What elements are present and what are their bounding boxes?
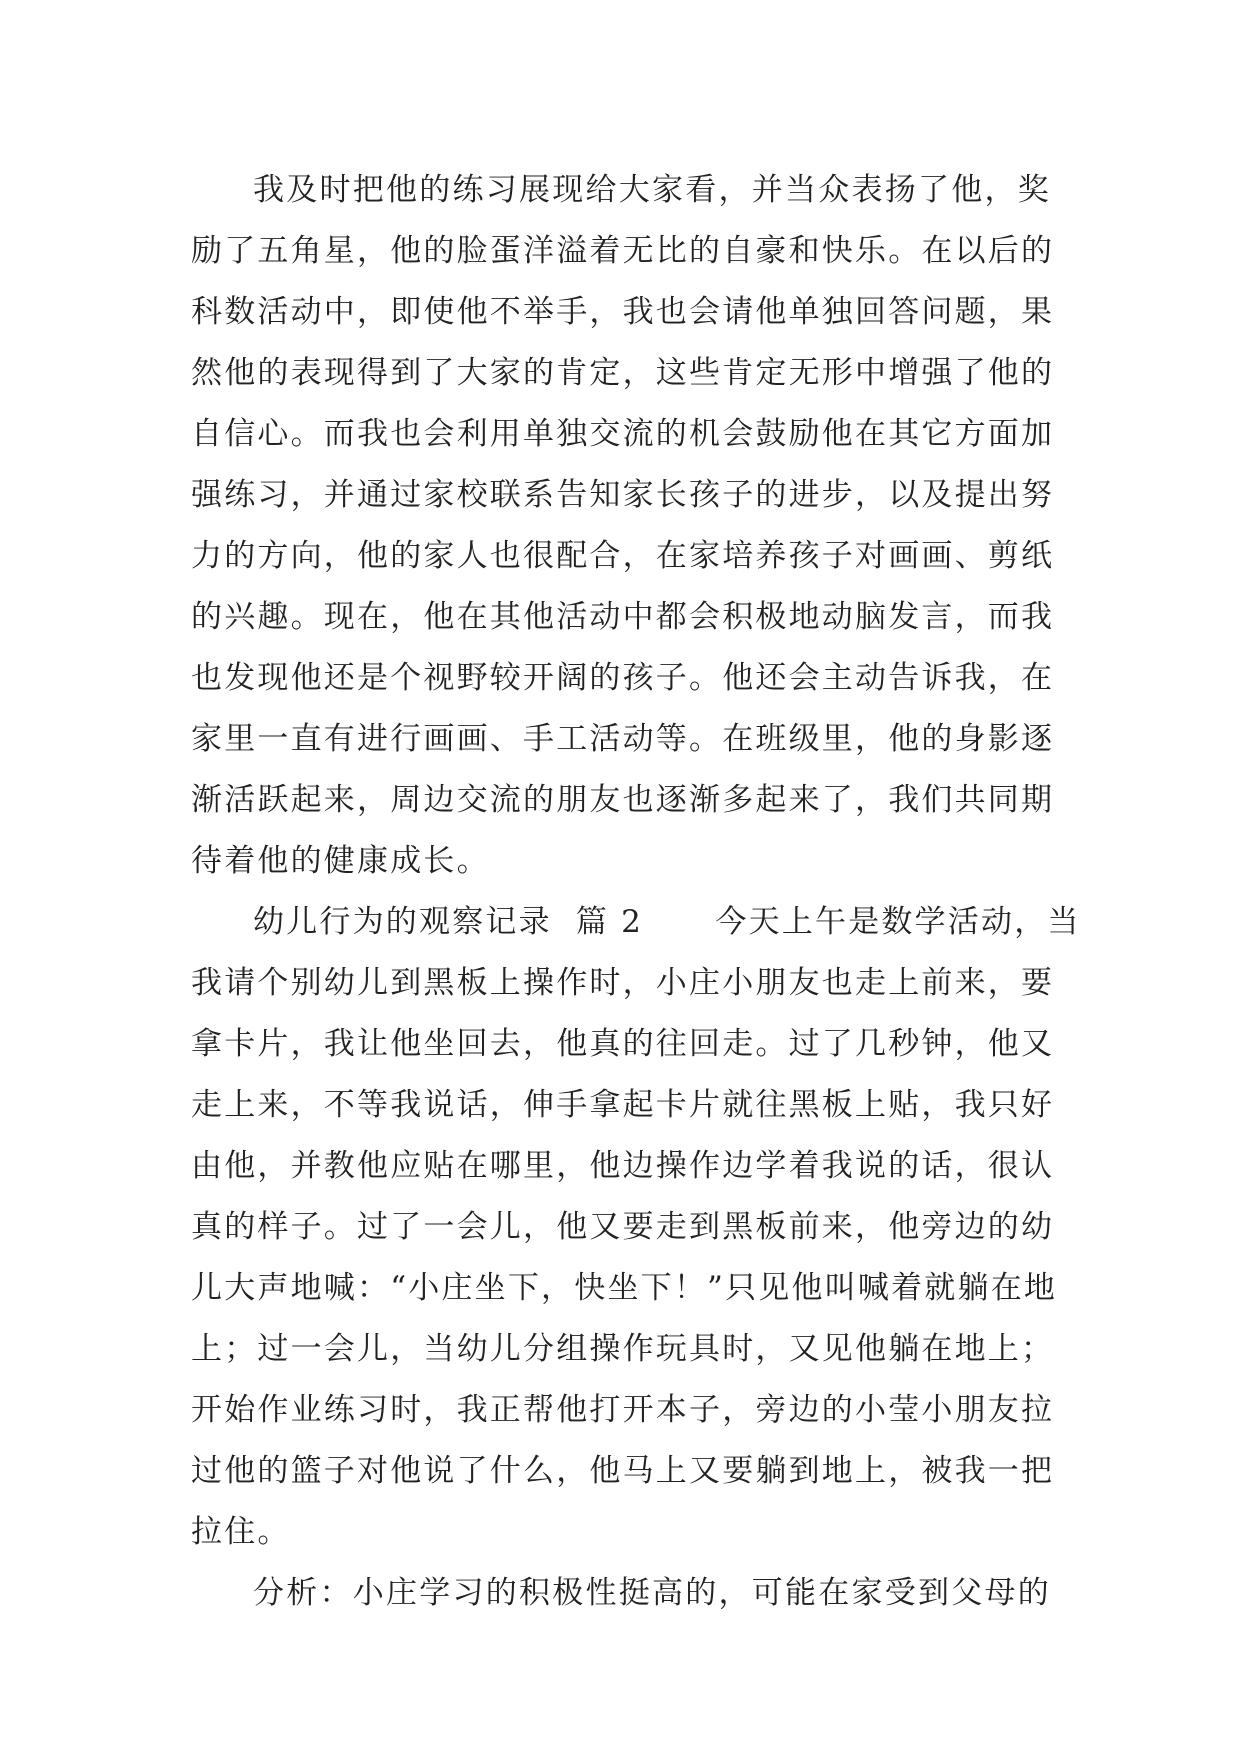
text-line: 我及时把他的练习展现给大家看，并当众表扬了他，奖 [253,172,1051,208]
text-line: 分析：小庄学习的积极性挺高的，可能在家受到父母的 [253,1575,1051,1611]
document-body [191,160,1081,1624]
text-line: 励了五角星，他的脸蛋洋溢着无比的自豪和快乐。在以后的 [191,233,1055,269]
paragraph-analysis [191,1563,1051,1624]
text-line: 拉住。 [191,1514,291,1550]
text-line: 真的样子。过了一会儿，他又要走到黑板前来，他旁边的幼 [191,1209,1055,1245]
text-line: 开始作业练习时，我正帮他打开本子，旁边的小莹小朋友拉 [191,1392,1055,1428]
text-line: 拿卡片，我让他坐回去，他真的往回走。过了几秒钟，他又 [191,1026,1055,1062]
paragraph-praise-record [191,160,1055,892]
text-line: 强练习，并通过家校联系告知家长孩子的进步，以及提出努 [191,477,1055,513]
text-line: 过他的篮子对他说了什么，他马上又要躺到地上，被我一把 [191,1453,1055,1489]
text-line: 然他的表现得到了大家的肯定，这些肯定无形中增强了他的 [191,355,1055,391]
text-line: 力的方向，他的家人也很配合，在家培养孩子对画画、剪纸 [191,538,1055,574]
text-line: 儿大声地喊：“小庄坐下，快坐下！”只见他叫喊着就躺在地 [191,1270,1058,1306]
text-line: 家里一直有进行画画、手工活动等。在班级里，他的身影逐 [191,721,1055,757]
text-line: 走上来，不等我说话，伸手拿起卡片就往黑板上贴，我只好 [191,1087,1055,1123]
text-line: 渐活跃起来，周边交流的朋友也逐渐多起来了，我们共同期 [191,782,1055,818]
text-line: 我请个别幼儿到黑板上操作时，小庄小朋友也走上前来，要 [191,965,1055,1001]
text-line: 也发现他还是个视野较开阔的孩子。他还会主动告诉我，在 [191,660,1055,696]
text-line: 的兴趣。现在，他在其他活动中都会积极地动脑发言，而我 [191,599,1055,635]
section-heading-line: 幼儿行为的观察记录 篇 2 今天上午是数学活动，当 [253,904,1081,940]
text-line: 待着他的健康成长。 [191,843,490,879]
text-line: 自信心。而我也会利用单独交流的机会鼓励他在其它方面加 [191,416,1055,452]
text-line: 由他，并教他应贴在哪里，他边操作边学着我说的话，很认 [191,1148,1055,1184]
text-line: 科数活动中，即使他不举手，我也会请他单独回答问题，果 [191,294,1055,330]
text-line: 上；过一会儿，当幼儿分组操作玩具时，又见他躺在地上； [191,1331,1055,1367]
paragraph-observation-record-2 [191,892,1081,1563]
